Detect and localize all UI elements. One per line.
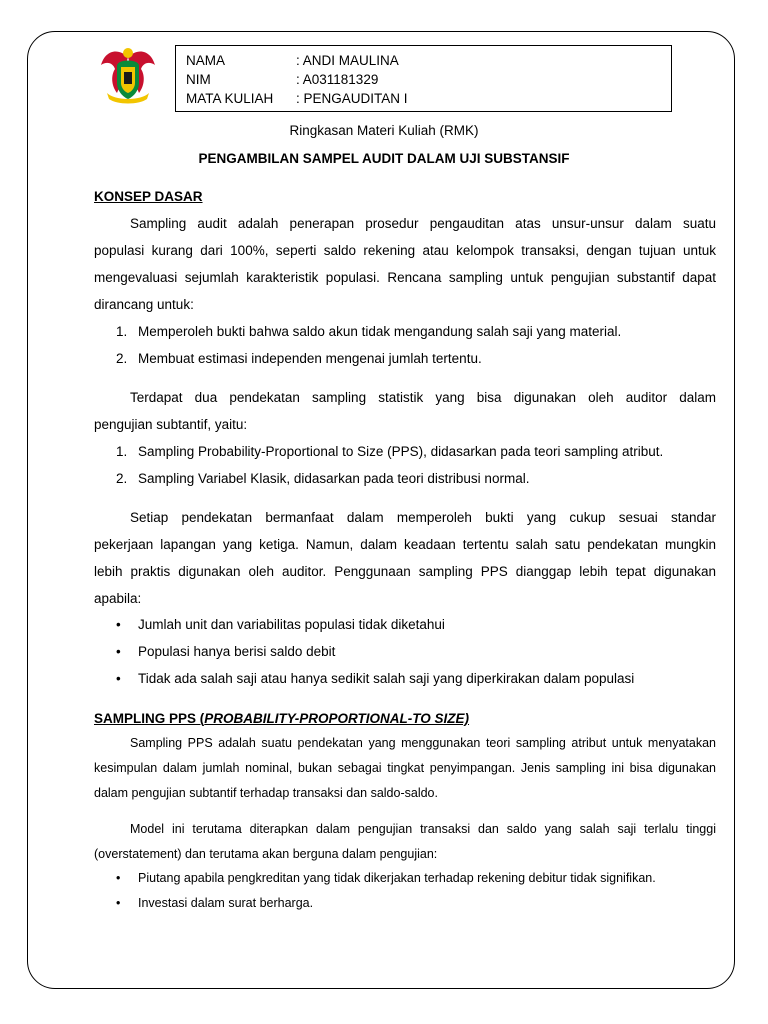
list-text: Memperoleh bukti bahwa saldo akun tidak mengandung salah saji yang material. <box>138 324 622 339</box>
text-line: Sampling audit adalah penerapan prosedur pengauditan atas unsur-unsur dalam suatu <box>130 216 716 231</box>
list-marker: 1. <box>116 324 128 339</box>
list-text: Piutang apabila pengkreditan yang tidak dikerjakan terhadap rekening debitur tidak signifikan. <box>138 871 656 885</box>
list-text: Jumlah unit dan variabilitas populasi tidak diketahui <box>138 617 445 632</box>
bullet-icon: • <box>116 871 121 885</box>
list-marker: 2. <box>116 471 128 486</box>
text-line: mengevaluasi sejumlah karakteristik populasi. Rencana sampling untuk pengujian substantif dapat <box>94 270 716 285</box>
text-line: (overstatement) dan terutama akan berguna dalam pengujian: <box>94 847 438 861</box>
list-text: Populasi hanya berisi saldo debit <box>138 644 336 659</box>
text-line: dirancang untuk: <box>94 297 194 312</box>
text-line: Setiap pendekatan bermanfaat dalam memperoleh bukti yang cukup sesuai standar <box>130 510 716 525</box>
info-value: : PENGAUDITAN I <box>296 91 408 106</box>
text-line: dalam pengujian subtantif terhadap transaksi dan saldo-saldo. <box>94 786 438 800</box>
heading-prefix: SAMPLING PPS ( <box>94 711 205 726</box>
text-line: pengujian subtantif, yaitu: <box>94 417 248 432</box>
paragraph-konsep-1 <box>94 210 716 318</box>
info-value: : ANDI MAULINA <box>296 53 399 68</box>
list-text: Sampling Probability-Proportional to Size (PPS), didasarkan pada teori sampling atribut. <box>138 444 664 459</box>
bullet-icon: • <box>116 671 121 686</box>
paragraph-pps-1 <box>94 731 716 806</box>
text-line: lebih praktis digunakan oleh auditor. Penggunaan sampling PPS dianggap lebih tepat digunakan <box>94 564 716 579</box>
document-title: PENGAMBILAN SAMPEL AUDIT DALAM UJI SUBSTANSIF <box>198 151 570 166</box>
section-heading-konsep-dasar: KONSEP DASAR <box>94 189 203 204</box>
paragraph-konsep-2 <box>94 384 716 438</box>
text-line: pekerjaan lapangan yang ketiga. Namun, dalam keadaan tertentu salah satu pendekatan mungkin <box>94 537 716 552</box>
info-label: NAMA <box>186 53 226 68</box>
bullet-icon: • <box>116 617 121 632</box>
paragraph-pps-2 <box>94 817 716 867</box>
text-line: apabila: <box>94 591 142 606</box>
text-line: Terdapat dua pendekatan sampling statistik yang bisa digunakan oleh auditor dalam <box>130 390 716 405</box>
section-heading-sampling-pps <box>94 711 469 726</box>
list-text: Tidak ada salah saji atau hanya sedikit salah saji yang diperkirakan dalam populasi <box>138 671 635 686</box>
text-line: Sampling PPS adalah suatu pendekatan yang menggunakan teori sampling atribut untuk menyatakan <box>130 736 716 750</box>
text-line: kesimpulan dalam jumlah nominal, bukan sebagai tingkat penyimpangan. Jenis sampling ini bisa digunakan <box>94 761 716 775</box>
info-value: : A031181329 <box>296 72 379 87</box>
info-label: NIM <box>186 72 211 87</box>
list-marker: 1. <box>116 444 128 459</box>
text-line: populasi kurang dari 100%, seperti saldo rekening atau kelompok transaksi, dengan tujuan untuk <box>94 243 716 258</box>
paragraph-konsep-3 <box>94 504 716 612</box>
text-line: Model ini terutama diterapkan dalam pengujian transaksi dan saldo yang salah saji terlalu tinggi <box>130 822 716 836</box>
list-text: Membuat estimasi independen mengenai jumlah tertentu. <box>138 351 482 366</box>
university-crest-icon <box>99 43 157 105</box>
heading-italic: PROBABILITY-PROPORTIONAL-TO SIZE) <box>204 711 470 726</box>
student-info-box <box>175 45 672 112</box>
bullet-icon: • <box>116 896 121 910</box>
list-marker: 2. <box>116 351 128 366</box>
list-text: Investasi dalam surat berharga. <box>138 896 314 910</box>
list-text: Sampling Variabel Klasik, didasarkan pada teori distribusi normal. <box>138 471 530 486</box>
info-label: MATA KULIAH <box>186 91 274 106</box>
bullet-icon: • <box>116 644 121 659</box>
document-subtitle: Ringkasan Materi Kuliah (RMK) <box>289 123 479 138</box>
